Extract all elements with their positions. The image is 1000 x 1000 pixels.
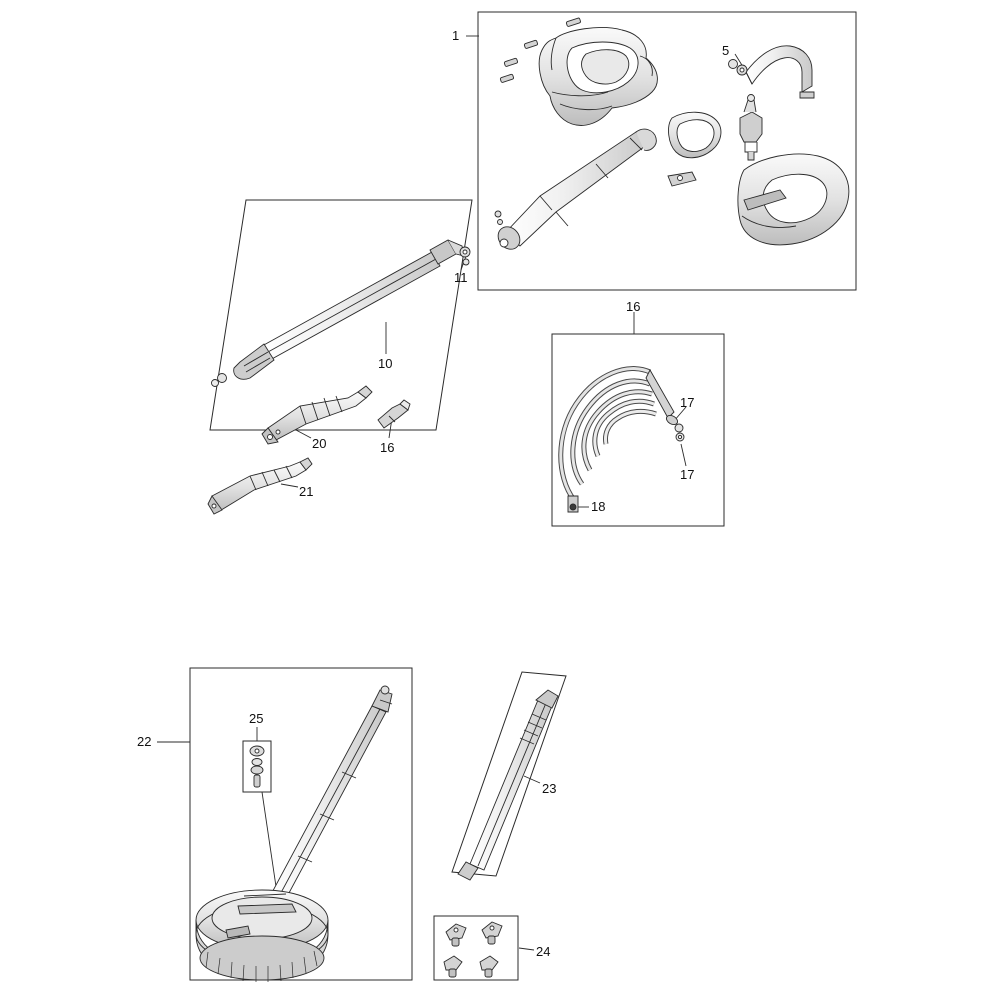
- callout-10: 10: [378, 356, 393, 371]
- callout-17-lower: 17: [680, 467, 695, 482]
- callout-11: 11: [454, 270, 468, 285]
- callout-25: 25: [249, 711, 264, 726]
- callout-16-hose: 16: [626, 299, 641, 314]
- callout-18: 18: [591, 499, 606, 514]
- callout-20: 20: [312, 436, 327, 451]
- callout-5: 5: [722, 43, 730, 58]
- callout-1: 1: [452, 28, 460, 43]
- callout-23: 23: [542, 781, 557, 796]
- callout-16-adapter: 16: [380, 440, 395, 455]
- part-21-vario-nozzle: [208, 458, 312, 514]
- callout-17-upper: 17: [680, 395, 695, 410]
- callout-21: 21: [299, 484, 314, 499]
- callout-22: 22: [137, 734, 152, 749]
- callout-24: 24: [536, 944, 551, 959]
